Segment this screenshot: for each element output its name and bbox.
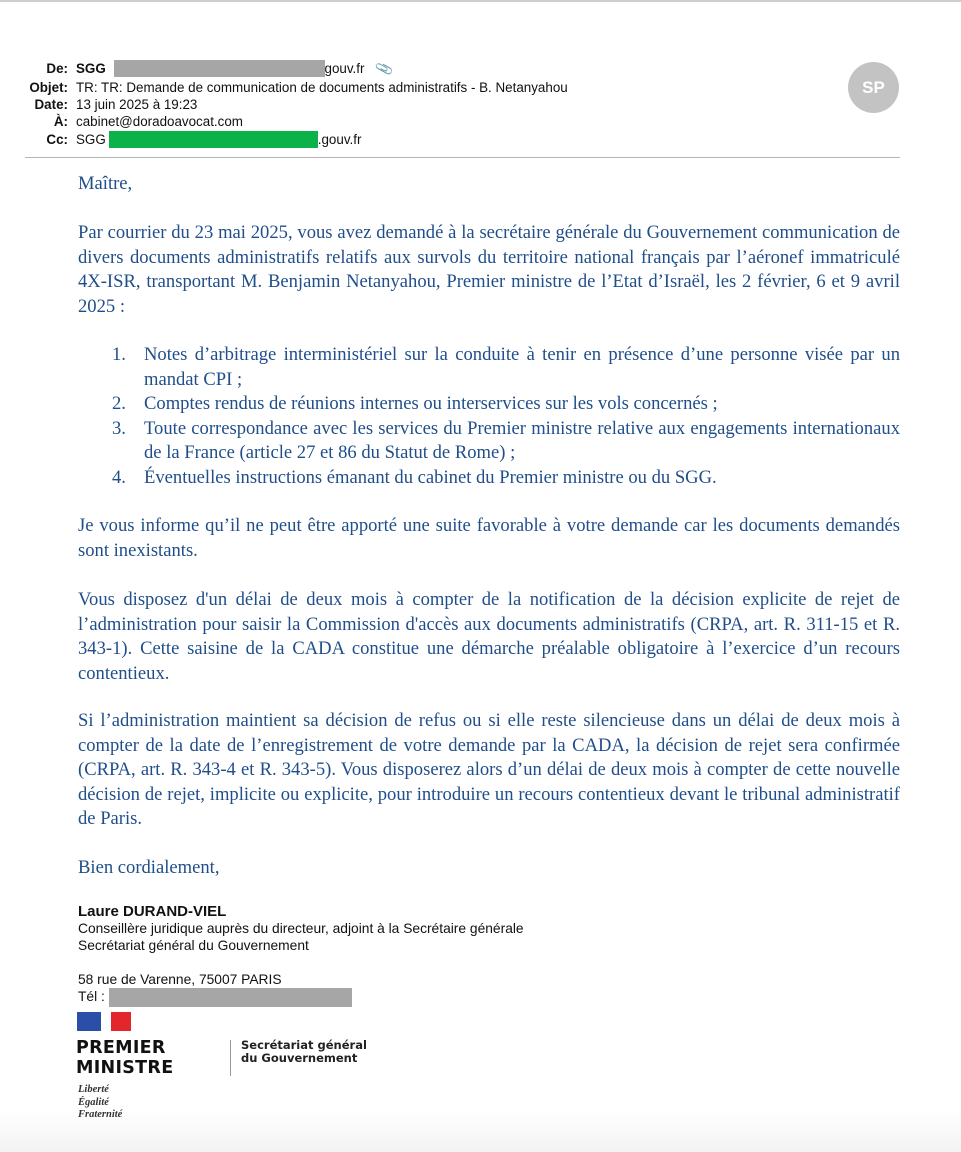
cc-name: SGG: [76, 132, 106, 147]
intro-text: Par courrier du 23 mai 2025, vous avez demandé à la secrétaire générale du Gouvernement communication de divers documents administratifs relatifs aux survols du territoire national français par l’aéronef immatriculé 4X-ISR, transportant M. Benjamin Netanyahou, Premier ministre de l’Etat d’Israël, les 2 février, 6 et 9 avril 2025 :: [78, 222, 900, 317]
subject-value: TR: TR: Demande de communication de documents administratifs - B. Netanyahou: [76, 80, 568, 95]
cada-paragraph: [78, 588, 900, 686]
cc-label: Cc:: [46, 132, 68, 147]
motto-liberte: Liberté: [78, 1084, 109, 1095]
top-border: [0, 0, 961, 2]
list-text: Comptes rendus de réunions internes ou interservices sur les vols concernés ;: [144, 393, 718, 414]
signature-block: [78, 903, 524, 1007]
refusal-paragraph: [78, 514, 900, 563]
closing-text: Bien cordialement,: [78, 857, 220, 878]
premier-ministre-logo: [76, 1038, 173, 1078]
signature-name: Laure DURAND-VIEL: [78, 903, 227, 920]
signature-org: Secrétariat général du Gouvernement: [78, 938, 309, 953]
signature-address: 58 rue de Varenne, 75007 PARIS: [78, 972, 282, 987]
tel-label: Tél :: [78, 989, 105, 1004]
signature-tel: [78, 988, 524, 1007]
list-number: 1.: [112, 344, 126, 365]
header-divider: [25, 157, 900, 158]
list-text: Éventuelles instructions émanant du cabinet du Premier ministre ou du SGG.: [144, 466, 717, 488]
recourse-paragraph: [78, 709, 900, 832]
sgg-line2: du Gouvernement: [241, 1051, 358, 1065]
from-label: De:: [46, 61, 68, 76]
logo-divider: [230, 1040, 231, 1076]
from-name: SGG: [76, 61, 106, 76]
list-number: 2.: [112, 393, 126, 414]
list-item: [112, 466, 900, 491]
refusal-text: Je vous informe qu’il ne peut être apporté une suite favorable à votre demande car les documents demandés sont inexistants.: [78, 515, 900, 561]
date-label: Date:: [34, 97, 68, 112]
list-item: [112, 343, 900, 392]
cc-value[interactable]: [76, 131, 361, 148]
list-text: Notes d’arbitrage interministériel sur la conduite à tenir en présence d’une personne visée par un mandat CPI ;: [144, 344, 900, 390]
redacted-block: [109, 131, 318, 148]
paperclip-icon[interactable]: 📎: [374, 58, 395, 79]
list-item: [112, 417, 900, 466]
marianne-flag-logo: [77, 1012, 131, 1031]
logo-line2: MINISTRE: [76, 1058, 174, 1078]
list-text: Toute correspondance avec les services du Premier ministre relative aux engagements internationaux de la France (article 27 et 86 du Statut de Rome) ;: [144, 417, 900, 463]
subject-label: Objet:: [29, 80, 68, 95]
recourse-text: Si l’administration maintient sa décision de refus ou si elle reste silencieuse dans un délai de deux mois à compter de la date de l’enregistrement de votre demande par la CADA, la décision de rejet sera confirmée (CRPA, art. R. 343-4 et R. 343-5). Vous disposerez alors d’un délai de deux mois à compter de cette nouvelle décision de rejet, implicite ou explicite, pour introduire un recours contentieux devant le tribunal administratif de Paris.: [78, 710, 900, 829]
redacted-block: [114, 60, 325, 77]
cada-text: Vous disposez d'un délai de deux mois à compter de la notification de la décision explicite de rejet de l’administration pour saisir la Commission d'accès aux documents administratifs (CRPA, art. R. 311-15 et R. 343-1). Cette saisine de la CADA constitue une démarche préalable obligatoire à l’exercice d’un recours contentieux.: [78, 589, 900, 684]
cc-domain: .gouv.fr: [317, 132, 362, 147]
sender-avatar[interactable]: [848, 62, 899, 113]
avatar-initials: SP: [862, 77, 885, 97]
requested-documents-list: [112, 343, 900, 490]
from-value[interactable]: [76, 58, 395, 79]
list-number: 3.: [112, 417, 126, 439]
logo-line1: PREMIER: [76, 1038, 166, 1058]
motto-egalite: Égalité: [78, 1096, 109, 1108]
sgg-logo-text: [241, 1039, 367, 1065]
salutation: [78, 172, 900, 197]
motto-fraternite: Fraternité: [78, 1109, 123, 1120]
republic-motto: [78, 1084, 122, 1122]
list-item: [112, 392, 900, 417]
redacted-block: [109, 988, 352, 1007]
closing: [78, 856, 900, 881]
list-number: 4.: [112, 466, 126, 488]
sgg-line1: Secrétariat général: [241, 1038, 367, 1052]
from-domain: gouv.fr: [324, 61, 365, 76]
to-label: À:: [53, 114, 68, 129]
salutation-text: Maître,: [78, 173, 133, 194]
to-value[interactable]: cabinet@doradoavocat.com: [76, 114, 243, 129]
intro-paragraph: [78, 221, 900, 319]
date-value: 13 juin 2025 à 19:23: [76, 97, 198, 112]
signature-title: Conseillère juridique auprès du directeur, adjoint à la Secrétaire générale: [78, 921, 524, 936]
